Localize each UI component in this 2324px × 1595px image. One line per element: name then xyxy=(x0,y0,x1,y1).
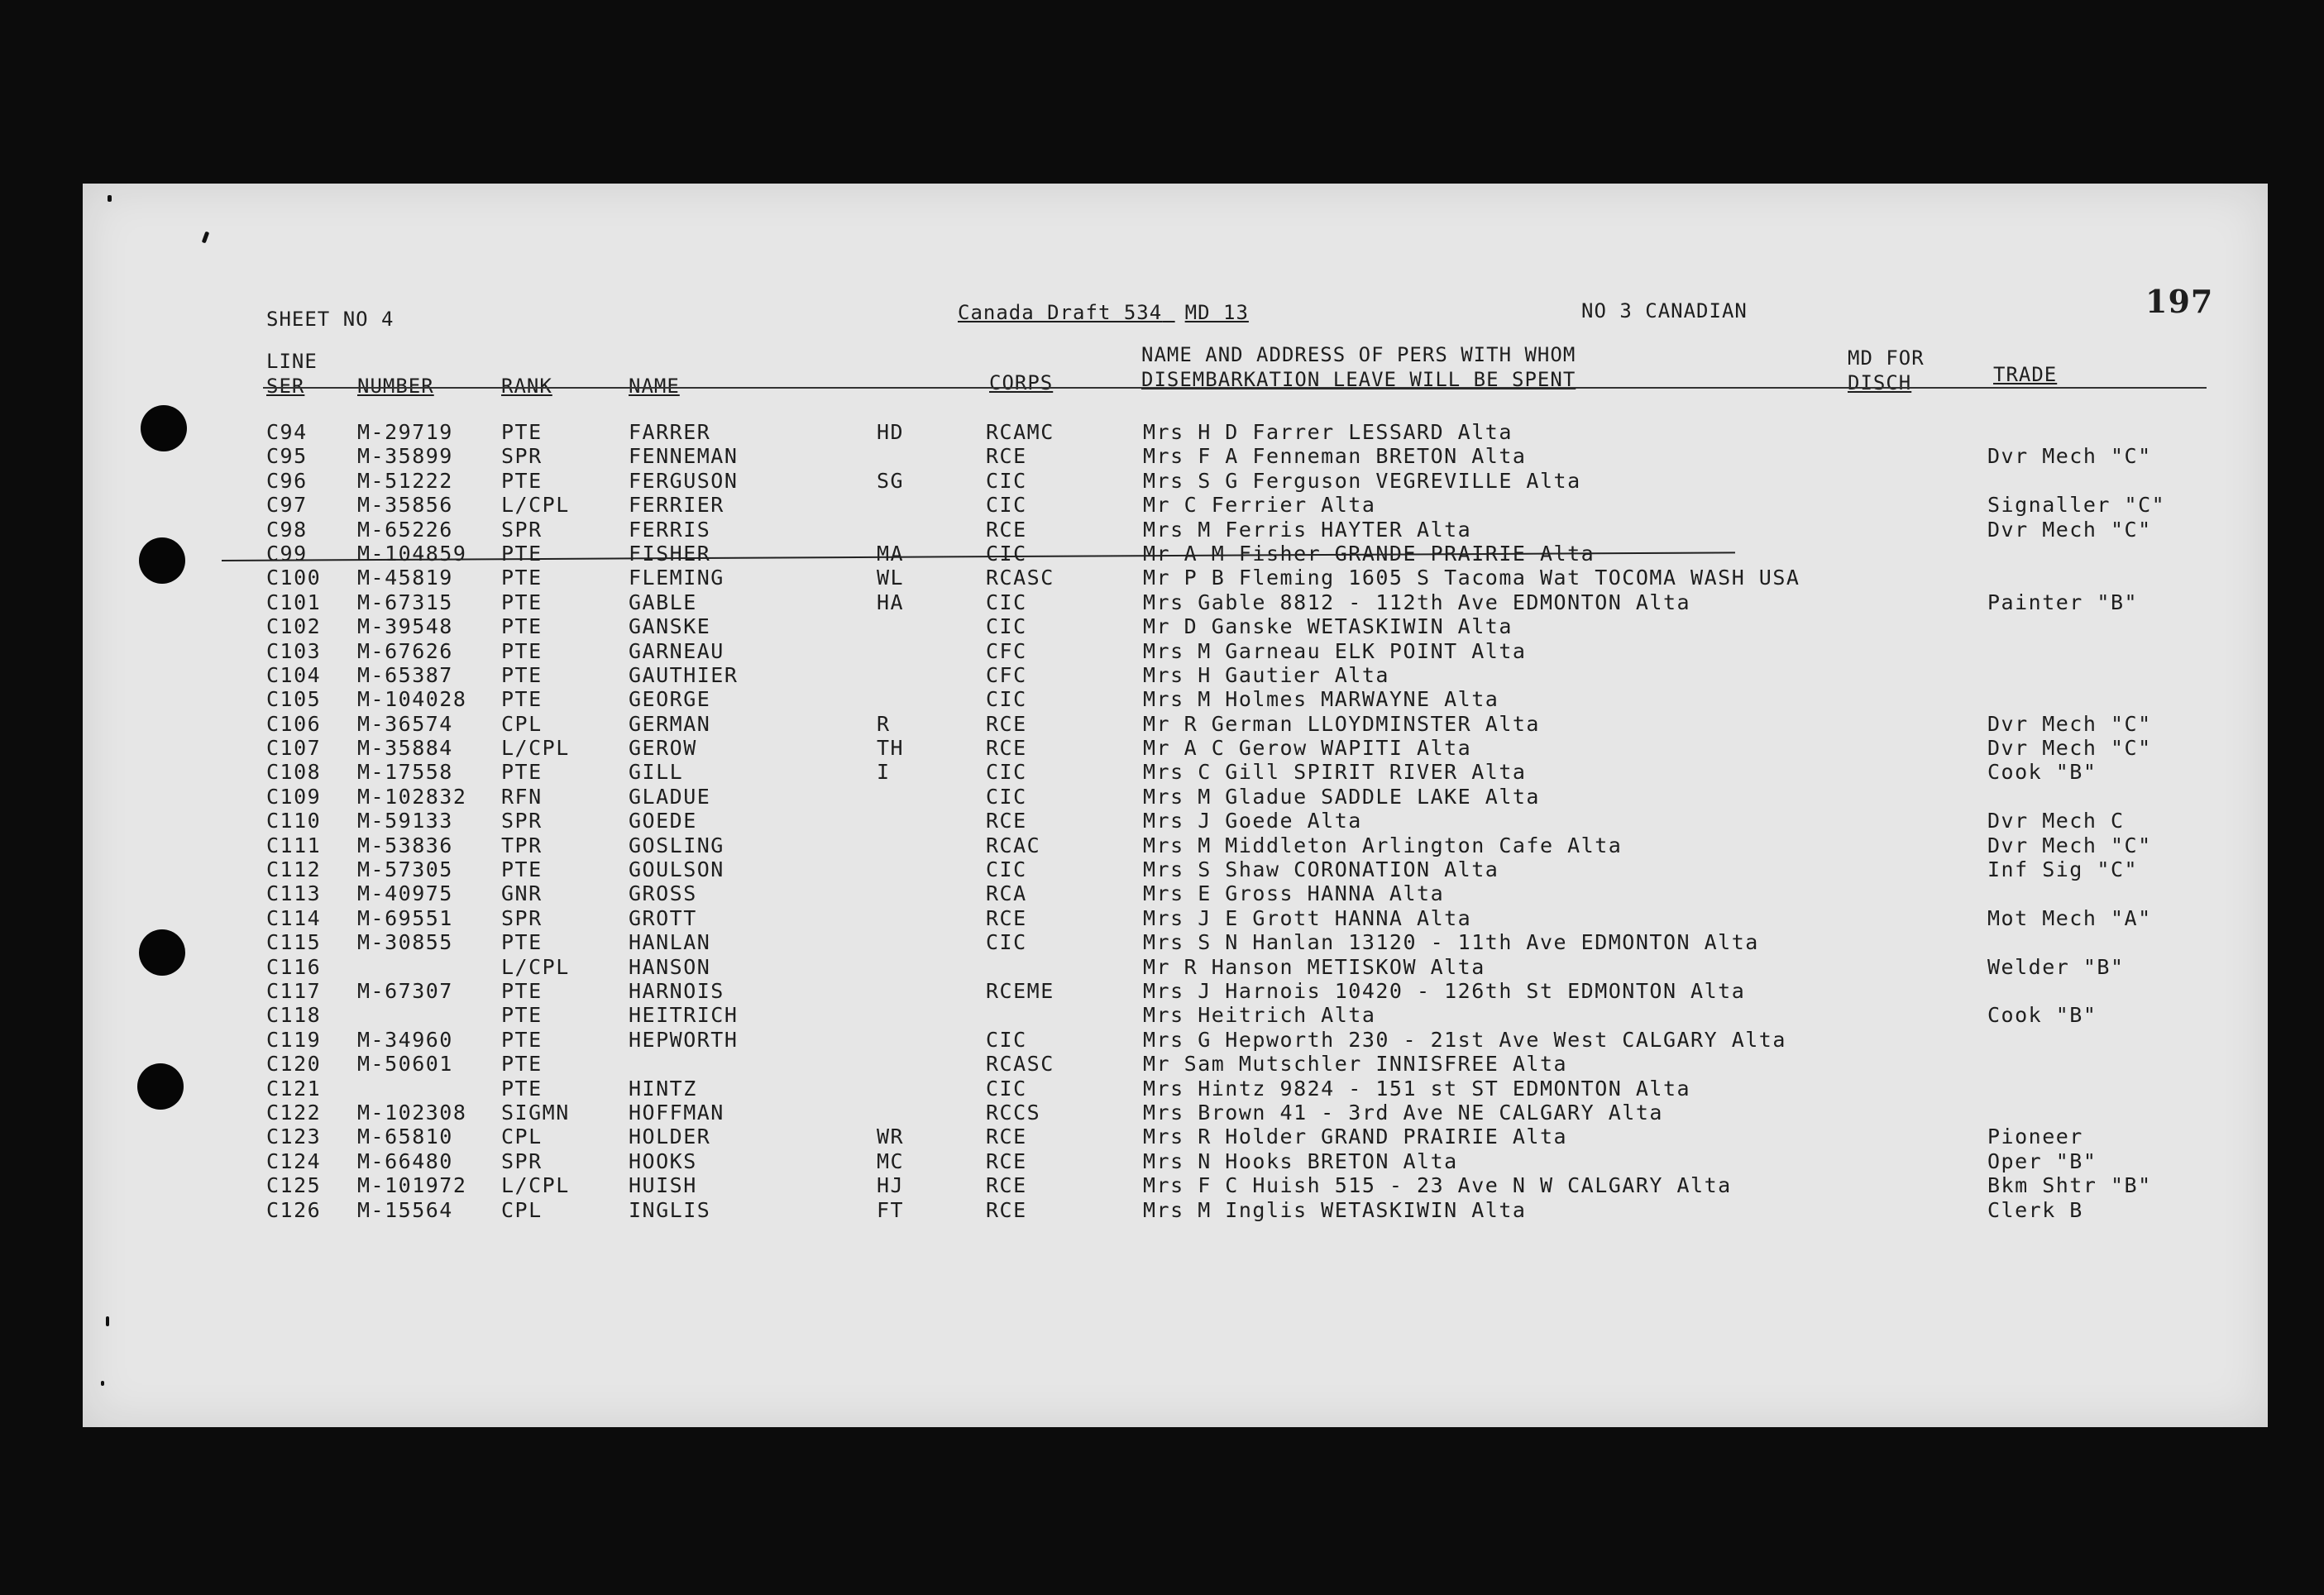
surname: GAUTHIER xyxy=(629,662,739,687)
initials: HD xyxy=(877,420,905,444)
surname: GILL xyxy=(629,760,684,785)
surname: HARNOIS xyxy=(629,978,724,1003)
corps: CIC xyxy=(986,541,1027,566)
table-row xyxy=(83,518,2268,542)
line-ser: C126 xyxy=(266,1197,322,1222)
corps: CFC xyxy=(986,638,1027,663)
initials: WL xyxy=(877,566,905,590)
table-row xyxy=(83,881,2268,905)
service-number: M-30855 xyxy=(357,930,453,955)
table-row xyxy=(83,857,2268,881)
table-row xyxy=(83,687,2268,711)
rank: PTE xyxy=(501,1003,543,1028)
service-number: M-101972 xyxy=(357,1173,467,1198)
line-ser: C110 xyxy=(266,809,322,833)
surname: GOULSON xyxy=(629,857,724,882)
corps: CFC xyxy=(986,662,1027,687)
surname: GROSS xyxy=(629,881,697,906)
table-row xyxy=(83,833,2268,857)
line-ser: C120 xyxy=(266,1052,322,1077)
initials: SG xyxy=(877,468,905,493)
rank: SPR xyxy=(501,517,543,542)
rank: CPL xyxy=(501,1125,543,1149)
corps: CIC xyxy=(986,1027,1027,1052)
rank: PTE xyxy=(501,590,543,614)
rank: CPL xyxy=(501,1197,543,1222)
trade: Dvr Mech "C" xyxy=(1987,517,2152,542)
corps: CIC xyxy=(986,760,1027,785)
table-row xyxy=(83,1198,2268,1222)
col-header-disch-bottom: DISCH xyxy=(1848,371,1912,394)
table-row xyxy=(83,639,2268,663)
leave-address: Mrs S G Ferguson VEGREVILLE Alta xyxy=(1143,468,1581,493)
trade: Dvr Mech "C" xyxy=(1987,711,2152,736)
corps: CIC xyxy=(986,468,1027,493)
table-row xyxy=(83,760,2268,784)
rank: PTE xyxy=(501,468,543,493)
line-ser: C101 xyxy=(266,590,322,614)
service-number: M-53836 xyxy=(357,833,453,857)
trade: Dvr Mech C xyxy=(1987,809,2125,833)
table-row xyxy=(83,930,2268,954)
line-ser: C117 xyxy=(266,978,322,1003)
table-row xyxy=(83,1101,2268,1125)
trade: Signaller "C" xyxy=(1987,493,2166,518)
corps: CIC xyxy=(986,784,1027,809)
surname: GERMAN xyxy=(629,711,711,736)
rank: PTE xyxy=(501,1052,543,1077)
corps: RCE xyxy=(986,1148,1027,1173)
rank: SPR xyxy=(501,905,543,930)
line-ser: C113 xyxy=(266,881,322,906)
line-ser: C114 xyxy=(266,905,322,930)
col-header-address xyxy=(1141,342,1576,392)
table-row xyxy=(83,614,2268,638)
rank: PTE xyxy=(501,1076,543,1101)
trade: Cook "B" xyxy=(1987,1003,2097,1028)
trade: Dvr Mech "C" xyxy=(1987,444,2152,469)
surname: GOEDE xyxy=(629,809,697,833)
rank: PTE xyxy=(501,760,543,785)
corps: CIC xyxy=(986,493,1027,518)
rank: SPR xyxy=(501,1148,543,1173)
corps: RCE xyxy=(986,444,1027,469)
service-number: M-104859 xyxy=(357,541,467,566)
service-number: M-45819 xyxy=(357,566,453,590)
rank: L/CPL xyxy=(501,1173,570,1198)
surname: HANLAN xyxy=(629,930,711,955)
surname: FERRIER xyxy=(629,493,724,518)
leave-address: Mrs S Shaw CORONATION Alta xyxy=(1143,857,1499,882)
trade: Bkm Shtr "B" xyxy=(1987,1173,2152,1198)
line-ser: C104 xyxy=(266,662,322,687)
corps: RCE xyxy=(986,1125,1027,1149)
service-number: M-15564 xyxy=(357,1197,453,1222)
rank: PTE xyxy=(501,420,543,444)
service-number: M-39548 xyxy=(357,614,453,639)
table-row xyxy=(83,1028,2268,1052)
surname: INGLIS xyxy=(629,1197,711,1222)
corps: RCA xyxy=(986,881,1027,906)
ink-mark xyxy=(106,1316,109,1326)
col-header-name: NAME xyxy=(629,375,680,398)
service-number: M-17558 xyxy=(357,760,453,785)
rank: SPR xyxy=(501,444,543,469)
table-row xyxy=(83,785,2268,809)
table-row xyxy=(83,566,2268,590)
col-header-rank: RANK xyxy=(501,375,552,398)
col-header-corps: CORPS xyxy=(989,371,1054,394)
service-number: M-67307 xyxy=(357,978,453,1003)
leave-address: Mrs G Hepworth 230 - 21st Ave West CALGARY Alta xyxy=(1143,1027,1786,1052)
surname: GARNEAU xyxy=(629,638,724,663)
surname: FLEMING xyxy=(629,566,724,590)
corps: CIC xyxy=(986,687,1027,712)
initials: MC xyxy=(877,1148,905,1173)
initials: MA xyxy=(877,541,905,566)
service-number: M-102308 xyxy=(357,1100,467,1125)
leave-address: Mrs M Garneau ELK POINT Alta xyxy=(1143,638,1527,663)
corps: RCEME xyxy=(986,978,1054,1003)
service-number: M-59133 xyxy=(357,809,453,833)
service-number: M-50601 xyxy=(357,1052,453,1077)
leave-address: Mrs J E Grott HANNA Alta xyxy=(1143,905,1472,930)
service-number: M-34960 xyxy=(357,1027,453,1052)
ink-mark xyxy=(101,1381,104,1386)
leave-address: Mrs H Gautier Alta xyxy=(1143,662,1389,687)
corps: CIC xyxy=(986,930,1027,955)
col-header-address-top: NAME AND ADDRESS OF PERS WITH WHOM xyxy=(1141,343,1576,366)
leave-address: Mrs M Middleton Arlington Cafe Alta xyxy=(1143,833,1623,857)
document-sheet xyxy=(83,184,2268,1427)
trade: Oper "B" xyxy=(1987,1148,2097,1173)
sheet-number: SHEET NO 4 xyxy=(266,308,395,331)
trade: Dvr Mech "C" xyxy=(1987,736,2152,761)
line-ser: C106 xyxy=(266,711,322,736)
col-header-number: NUMBER xyxy=(357,375,434,398)
leave-address: Mrs E Gross HANNA Alta xyxy=(1143,881,1445,906)
rank: PTE xyxy=(501,541,543,566)
corps: RCCS xyxy=(986,1100,1041,1125)
table-row xyxy=(83,542,2268,566)
rank: TPR xyxy=(501,833,543,857)
service-number: M-51222 xyxy=(357,468,453,493)
line-ser: C122 xyxy=(266,1100,322,1125)
rank: CPL xyxy=(501,711,543,736)
col-header-ser xyxy=(266,349,318,399)
service-number: M-40975 xyxy=(357,881,453,906)
trade: Welder "B" xyxy=(1987,954,2125,979)
service-number: M-35884 xyxy=(357,736,453,761)
leave-address: Mrs N Hooks BRETON Alta xyxy=(1143,1148,1458,1173)
table-row xyxy=(83,979,2268,1003)
line-ser: C109 xyxy=(266,784,322,809)
line-ser: C99 xyxy=(266,541,308,566)
leave-address: Mr C Ferrier Alta xyxy=(1143,493,1376,518)
line-ser: C103 xyxy=(266,638,322,663)
initials: HJ xyxy=(877,1173,905,1198)
surname: GOSLING xyxy=(629,833,724,857)
leave-address: Mr A C Gerow WAPITI Alta xyxy=(1143,736,1472,761)
rank: PTE xyxy=(501,1027,543,1052)
rank: PTE xyxy=(501,930,543,955)
surname: HEITRICH xyxy=(629,1003,739,1028)
line-ser: C123 xyxy=(266,1125,322,1149)
table-row xyxy=(83,955,2268,979)
initials: HA xyxy=(877,590,905,614)
service-number: M-65226 xyxy=(357,517,453,542)
service-number: M-35856 xyxy=(357,493,453,518)
line-ser: C111 xyxy=(266,833,322,857)
table-row xyxy=(83,590,2268,614)
line-ser: C95 xyxy=(266,444,308,469)
line-ser: C116 xyxy=(266,954,322,979)
leave-address: Mrs J Goede Alta xyxy=(1143,809,1362,833)
ink-mark xyxy=(108,195,112,202)
corps: RCE xyxy=(986,1197,1027,1222)
trade: Cook "B" xyxy=(1987,760,2097,785)
rank: PTE xyxy=(501,566,543,590)
surname: GABLE xyxy=(629,590,697,614)
line-ser: C102 xyxy=(266,614,322,639)
col-header-ser-top: LINE xyxy=(266,350,318,373)
table-row xyxy=(83,663,2268,687)
corps: RCE xyxy=(986,736,1027,761)
line-ser: C119 xyxy=(266,1027,322,1052)
surname: HANSON xyxy=(629,954,711,979)
service-number: M-102832 xyxy=(357,784,467,809)
trade: Dvr Mech "C" xyxy=(1987,833,2152,857)
line-ser: C108 xyxy=(266,760,322,785)
corps: RCASC xyxy=(986,1052,1054,1077)
corps: RCE xyxy=(986,809,1027,833)
line-ser: C107 xyxy=(266,736,322,761)
surname: GEORGE xyxy=(629,687,711,712)
leave-address: Mrs R Holder GRAND PRAIRIE Alta xyxy=(1143,1125,1568,1149)
trade: Clerk B xyxy=(1987,1197,2083,1222)
corps: RCAMC xyxy=(986,420,1054,444)
ink-mark xyxy=(202,232,209,244)
col-header-address-bottom: DISEMBARKATION LEAVE WILL BE SPENT xyxy=(1141,368,1576,391)
leave-address: Mr Sam Mutschler INNISFREE Alta xyxy=(1143,1052,1568,1077)
corps: CIC xyxy=(986,614,1027,639)
line-ser: C94 xyxy=(266,420,308,444)
table-row xyxy=(83,1052,2268,1076)
corps: RCE xyxy=(986,711,1027,736)
leave-address: Mrs Gable 8812 - 112th Ave EDMONTON Alta xyxy=(1143,590,1691,614)
corps: RCE xyxy=(986,905,1027,930)
table-row xyxy=(83,1149,2268,1173)
rank: PTE xyxy=(501,638,543,663)
corps: CIC xyxy=(986,1076,1027,1101)
table-row xyxy=(83,1125,2268,1148)
leave-address: Mr A M Fisher GRANDE PRAIRIE Alta xyxy=(1143,541,1595,566)
line-ser: C105 xyxy=(266,687,322,712)
rank: GNR xyxy=(501,881,543,906)
initials: WR xyxy=(877,1125,905,1149)
rank: PTE xyxy=(501,614,543,639)
surname: FARRER xyxy=(629,420,711,444)
leave-address: Mrs Heitrich Alta xyxy=(1143,1003,1376,1028)
corps: RCASC xyxy=(986,566,1054,590)
rank: RFN xyxy=(501,784,543,809)
service-number: M-65810 xyxy=(357,1125,453,1149)
surname: HEPWORTH xyxy=(629,1027,739,1052)
initials: R xyxy=(877,711,891,736)
leave-address: Mr R German LLOYDMINSTER Alta xyxy=(1143,711,1540,736)
service-number: M-35899 xyxy=(357,444,453,469)
leave-address: Mrs S N Hanlan 13120 - 11th Ave EDMONTON Alta xyxy=(1143,930,1759,955)
line-ser: C118 xyxy=(266,1003,322,1028)
service-number: M-36574 xyxy=(357,711,453,736)
header-rule xyxy=(263,387,2207,389)
rank: L/CPL xyxy=(501,493,570,518)
corps: CIC xyxy=(986,857,1027,882)
leave-address: Mrs F C Huish 515 - 23 Ave N W CALGARY Alta xyxy=(1143,1173,1732,1198)
line-ser: C115 xyxy=(266,930,322,955)
surname: HUISH xyxy=(629,1173,697,1198)
service-number: M-57305 xyxy=(357,857,453,882)
service-number: M-67315 xyxy=(357,590,453,614)
surname: FENNEMAN xyxy=(629,444,739,469)
table-row xyxy=(83,1003,2268,1027)
rank: L/CPL xyxy=(501,954,570,979)
trade: Mot Mech "A" xyxy=(1987,905,2152,930)
surname: GROTT xyxy=(629,905,697,930)
unit-name: NO 3 CANADIAN xyxy=(1581,299,1748,322)
trade: Inf Sig "C" xyxy=(1987,857,2139,882)
initials: FT xyxy=(877,1197,905,1222)
leave-address: Mrs M Ferris HAYTER Alta xyxy=(1143,517,1472,542)
line-ser: C112 xyxy=(266,857,322,882)
leave-address: Mrs F A Fenneman BRETON Alta xyxy=(1143,444,1527,469)
draft-number: Canada Draft 534 xyxy=(958,301,1163,324)
draft-suffix: MD 13 xyxy=(1184,301,1249,324)
surname: GEROW xyxy=(629,736,697,761)
table-row xyxy=(83,420,2268,444)
table-row xyxy=(83,712,2268,736)
service-number: M-69551 xyxy=(357,905,453,930)
table-row xyxy=(83,809,2268,833)
surname: HOLDER xyxy=(629,1125,711,1149)
col-header-ser-bottom: SER xyxy=(266,375,305,398)
surname: FISHER xyxy=(629,541,711,566)
leave-address: Mrs M Holmes MARWAYNE Alta xyxy=(1143,687,1499,712)
initials: TH xyxy=(877,736,905,761)
rank: PTE xyxy=(501,857,543,882)
rank: L/CPL xyxy=(501,736,570,761)
corps: RCE xyxy=(986,1173,1027,1198)
leave-address: Mr P B Fleming 1605 S Tacoma Wat TOCOMA WASH USA xyxy=(1143,566,1800,590)
service-number: M-67626 xyxy=(357,638,453,663)
leave-address: Mrs C Gill SPIRIT RIVER Alta xyxy=(1143,760,1527,785)
col-header-disch-top: MD FOR xyxy=(1848,346,1925,370)
rank: SPR xyxy=(501,809,543,833)
table-row xyxy=(83,906,2268,930)
line-ser: C98 xyxy=(266,517,308,542)
rank: SIGMN xyxy=(501,1100,570,1125)
leave-address: Mrs M Gladue SADDLE LAKE Alta xyxy=(1143,784,1540,809)
line-ser: C100 xyxy=(266,566,322,590)
rank: PTE xyxy=(501,978,543,1003)
service-number: M-29719 xyxy=(357,420,453,444)
line-ser: C97 xyxy=(266,493,308,518)
surname: FERRIS xyxy=(629,517,711,542)
surname: HOFFMAN xyxy=(629,1100,724,1125)
corps: CIC xyxy=(986,590,1027,614)
table-row xyxy=(83,493,2268,517)
service-number: M-66480 xyxy=(357,1148,453,1173)
rank: PTE xyxy=(501,687,543,712)
service-number: M-104028 xyxy=(357,687,467,712)
leave-address: Mrs J Harnois 10420 - 126th St EDMONTON Alta xyxy=(1143,978,1746,1003)
leave-address: Mrs M Inglis WETASKIWIN Alta xyxy=(1143,1197,1527,1222)
leave-address: Mrs Hintz 9824 - 151 st ST EDMONTON Alta xyxy=(1143,1076,1691,1101)
draft-title xyxy=(958,301,1249,324)
leave-address: Mr D Ganske WETASKIWIN Alta xyxy=(1143,614,1513,639)
page-number: 197 xyxy=(2145,283,2214,320)
line-ser: C125 xyxy=(266,1173,322,1198)
rank: PTE xyxy=(501,662,543,687)
corps: RCE xyxy=(986,517,1027,542)
table-row xyxy=(83,444,2268,468)
corps: RCAC xyxy=(986,833,1041,857)
surname: GANSKE xyxy=(629,614,711,639)
initials: I xyxy=(877,760,891,785)
table-row xyxy=(83,1077,2268,1101)
trade: Painter "B" xyxy=(1987,590,2139,614)
surname: GLADUE xyxy=(629,784,711,809)
service-number: M-65387 xyxy=(357,662,453,687)
trade: Pioneer xyxy=(1987,1125,2083,1149)
line-ser: C124 xyxy=(266,1148,322,1173)
leave-address: Mrs H D Farrer LESSARD Alta xyxy=(1143,420,1513,444)
line-ser: C121 xyxy=(266,1076,322,1101)
surname: FERGUSON xyxy=(629,468,739,493)
table-row xyxy=(83,469,2268,493)
leave-address: Mrs Brown 41 - 3rd Ave NE CALGARY Alta xyxy=(1143,1100,1663,1125)
table-row xyxy=(83,1173,2268,1197)
col-header-trade: TRADE xyxy=(1993,363,2058,386)
leave-address: Mr R Hanson METISKOW Alta xyxy=(1143,954,1485,979)
line-ser: C96 xyxy=(266,468,308,493)
record-list xyxy=(83,420,2268,1222)
surname: HINTZ xyxy=(629,1076,697,1101)
surname: HOOKS xyxy=(629,1148,697,1173)
table-row xyxy=(83,736,2268,760)
